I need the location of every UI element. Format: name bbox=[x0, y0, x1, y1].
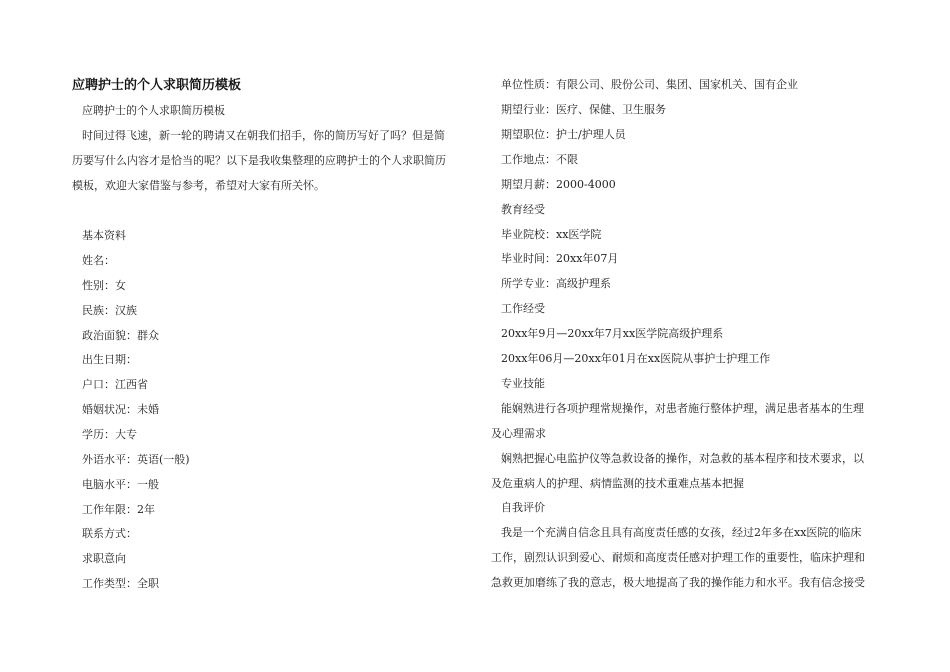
work-entry: 20xx年06月—20xx年01月在xx医院从事护士护理工作 bbox=[501, 352, 771, 365]
section-heading-work: 工作经受 bbox=[501, 302, 545, 315]
section-heading-skills: 专业技能 bbox=[501, 377, 545, 390]
section-heading-education: 教育经受 bbox=[501, 203, 545, 216]
field-computer: 电脑水平：一般 bbox=[82, 478, 159, 491]
field-education: 学历：大专 bbox=[82, 428, 137, 441]
self-line: 工作，剧烈认识到爱心、耐烦和高度责任感对护理工作的重要性，临床护理和 bbox=[491, 551, 865, 564]
field-job-type: 工作类型：全职 bbox=[82, 577, 159, 590]
field-company-type: 单位性质：有限公司、股份公司、集团、国家机关、国有企业 bbox=[501, 78, 798, 91]
skill-line: 及危重病人的护理、病情监测的技术重难点基本把握 bbox=[491, 477, 744, 490]
skill-line: 及心理需求 bbox=[491, 427, 546, 440]
field-hukou: 户口：江西省 bbox=[82, 378, 148, 391]
subtitle: 应聘护士的个人求职简历模板 bbox=[82, 104, 225, 117]
section-heading-self: 自我评价 bbox=[501, 501, 545, 514]
self-line: 急救更加磨练了我的意志，极大地提高了我的操作能力和水平。我有信念接受 bbox=[491, 576, 865, 589]
field-political: 政治面貌：群众 bbox=[82, 329, 159, 342]
field-gender: 性别：女 bbox=[82, 279, 126, 292]
field-industry: 期望行业：医疗、保健、卫生服务 bbox=[501, 103, 666, 116]
document-title: 应聘护士的个人求职简历模板 bbox=[72, 78, 242, 93]
field-salary: 期望月薪：2000-4000 bbox=[501, 178, 616, 191]
field-ethnicity: 民族：汉族 bbox=[82, 304, 137, 317]
field-marital: 婚姻状况：未婚 bbox=[82, 403, 159, 416]
field-birthdate: 出生日期： bbox=[82, 353, 137, 366]
intro-line: 历要写什么内容才是恰当的呢？以下是我收集整理的应聘护士的个人求职简历 bbox=[72, 154, 446, 167]
field-major: 所学专业：高级护理系 bbox=[501, 277, 611, 290]
field-years: 工作年限：2年 bbox=[82, 503, 155, 516]
field-name: 姓名： bbox=[82, 254, 115, 267]
work-entry: 20xx年9月—20xx年7月xx医学院高级护理系 bbox=[501, 327, 724, 340]
skill-line: 能娴熟进行各项护理常规操作，对患者施行整体护理，满足患者基本的生理 bbox=[501, 402, 864, 415]
intro-line: 时间过得飞速，新一轮的聘请又在朝我们招手，你的简历写好了吗？但是简 bbox=[82, 129, 445, 142]
intro-line: 模板，欢迎大家借鉴与参考，希望对大家有所关怀。 bbox=[72, 179, 325, 192]
field-language: 外语水平：英语(一般) bbox=[82, 453, 190, 466]
field-school: 毕业院校：xx医学院 bbox=[501, 228, 602, 241]
self-line: 我是一个充满自信念且具有高度责任感的女孩，经过2年多在xx医院的临床 bbox=[501, 526, 862, 539]
field-contact: 联系方式： bbox=[82, 527, 137, 540]
field-location: 工作地点：不限 bbox=[501, 153, 578, 166]
section-heading-basic: 基本资料 bbox=[82, 229, 126, 242]
skill-line: 娴熟把握心电监护仪等急救设备的操作，对急救的基本程序和技术要求，以 bbox=[501, 452, 864, 465]
field-position: 期望职位：护士/护理人员 bbox=[501, 128, 626, 141]
section-heading-intent: 求职意向 bbox=[82, 552, 126, 565]
field-grad-date: 毕业时间：20xx年07月 bbox=[501, 252, 619, 265]
